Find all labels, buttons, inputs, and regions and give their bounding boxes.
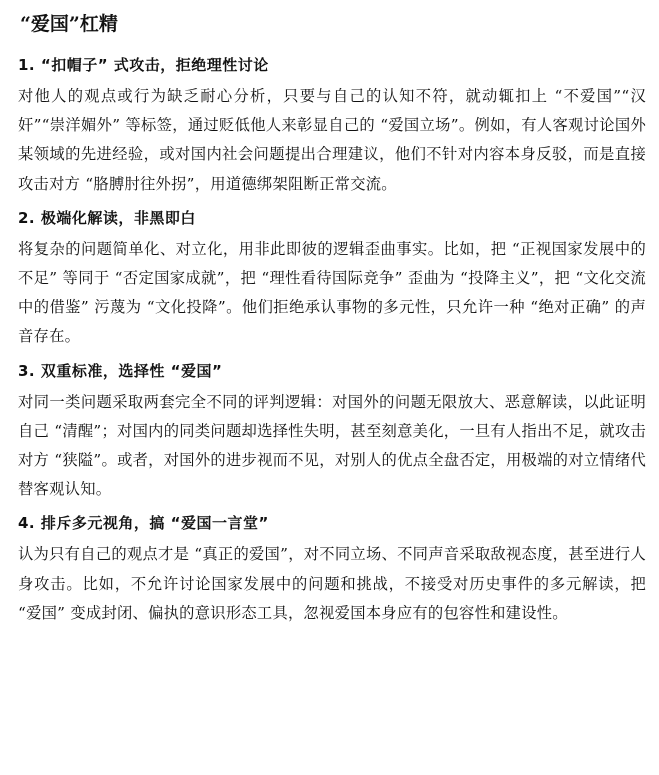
section-heading: 3. 双重标准，选择性 “爱国” [18, 361, 223, 380]
section-heading: 1. “扣帽子” 式攻击，拒绝理性讨论 [18, 56, 269, 74]
section-2 [18, 205, 646, 352]
section-paragraph: 将复杂的问题简单化、对立化，用非此即彼的逻辑歪曲事实。比如，把 “正视国家发展中的不足” 等同于 “否定国家成就”，把 “理性看待国际竞争” 歪曲为 “投降主义”，把 “文化交流中的借鉴” 污蔑为 “文化投降”。他们拒绝承认事物的多元性，只允许一种 “绝对正确” 的声音存在。 [18, 239, 646, 346]
document-title: “爱国”杠精 [20, 13, 118, 35]
section-heading: 4. 排斥多元视角，搞 “爱国一言堂” [18, 514, 269, 533]
section-paragraph: 对他人的观点或行为缺乏耐心分析，只要与自己的认知不符，就动辄扣上 “不爱国”“汉奸”“崇洋媚外” 等标签，通过贬低他人来彰显自己的 “爱国立场”。例如，有人客观讨论国外某领域的先进经验，或对国内社会问题提出合理建议，他们不针对内容本身反驳，而是直接攻击对方 “胳膊肘往外拐”，用道德绑架阻断正常交流。 [18, 87, 646, 193]
section-3 [18, 358, 646, 505]
section-4 [18, 510, 646, 628]
section-1 [18, 52, 646, 199]
section-paragraph: 认为只有自己的观点才是 “真正的爱国”，对不同立场、不同声音采取敌视态度，甚至进行人身攻击。比如，不允许讨论国家发展中的问题和挑战，不接受对历史事件的多元解读，把 “爱国” 变成封闭、偏执的意识形态工具，忽视爱国本身应有的包容性和建设性。 [18, 545, 646, 622]
section-paragraph: 对同一类问题采取两套完全不同的评判逻辑：对国外的问题无限放大、恶意解读，以此证明自己 “清醒”；对国内的同类问题却选择性失明，甚至刻意美化，一旦有人指出不足，就攻击对方 “狭隘”。或者，对国外的进步视而不见，对别人的优点全盘否定，用极端的对立情绪代替客观认知。 [18, 392, 646, 499]
section-heading: 2. 极端化解读，非黑即白 [18, 208, 196, 227]
document-page [18, 6, 646, 634]
